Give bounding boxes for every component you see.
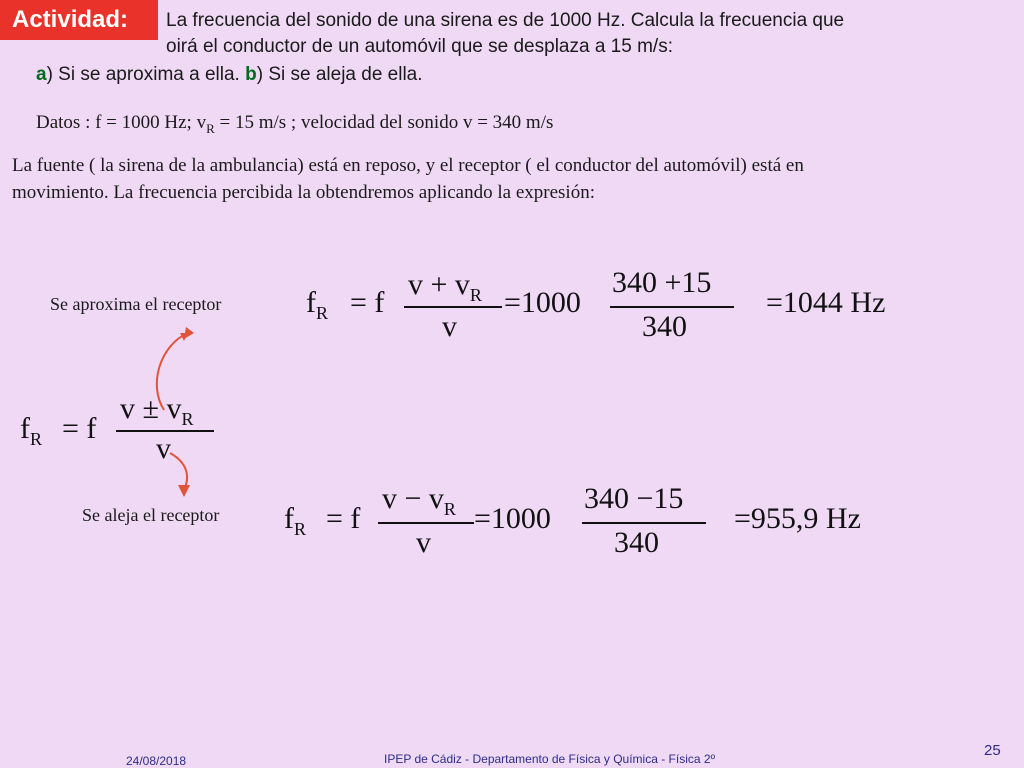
footer-institution: IPEP de Cádiz - Departamento de Física y Química - Física 2º [384,752,715,766]
problem-parts [36,62,423,88]
recede-den1: v [416,526,431,559]
arrow-down-icon [170,453,187,490]
recede-num2: 340 −15 [584,482,684,515]
approach-eq1: = f [350,286,385,319]
arrow-up-icon [157,333,188,410]
activity-badge: Actividad: [0,0,158,40]
recede-num1: $v - v_R$ [382,482,456,519]
approach-num1: $v + v_R$ [408,268,482,305]
recede-result: =955,9 Hz [734,502,861,535]
footer-date: 24/08/2018 [126,754,187,768]
approach-den2: 340 [642,310,687,343]
explanation-line-2: movimiento. La frecuencia percibida la obtendremos aplicando la expresión: [12,182,595,203]
recede-lhs: $f_R$ [284,502,307,539]
approach-lhs: $f_R$ [306,286,329,323]
page-number: 25 [984,742,1001,759]
statement-line-1: La frecuencia del sonido de una sirena es de 1000 Hz. Calcula la frecuencia que [166,10,845,31]
recede-eq2: =1000 [474,502,551,535]
arrows-graphic [140,325,220,500]
part-a-label: a [36,64,47,85]
general-lhs: $f_R$ [20,412,43,449]
given-data-prefix: Datos : f = 1000 Hz; v [36,112,207,133]
explanation-paragraph [12,152,1012,206]
approach-frac2-line [610,306,734,308]
general-den: v [156,432,171,465]
recede-formula [284,478,944,558]
given-data-suffix: = 15 m/s ; velocidad del sonido v = 340 m/s [214,112,554,133]
part-b-label: b [245,64,257,85]
statement-line-2: oirá el conductor de un automóvil que se desplaza a 15 m/s: [166,36,673,57]
recede-eq1: = f [326,502,361,535]
approach-label: Se aproxima el receptor [50,294,222,314]
given-data-sub: R [206,120,215,136]
given-data [36,112,553,137]
approach-eq2: =1000 [504,286,581,319]
approach-num2: 340 +15 [612,266,712,299]
recede-den2: 340 [614,526,659,559]
part-b-text: ) Si se aleja de ella. [256,64,423,85]
part-a-text: ) Si se aproxima a ella. [46,64,246,85]
general-eq: = f [62,412,97,445]
problem-statement [166,8,1006,60]
general-num: $v \pm v_R$ [120,392,194,429]
explanation-line-1: La fuente ( la sirena de la ambulancia) está en reposo, y el receptor ( el conductor del automóvil) está en [12,155,804,176]
recede-frac1-line [378,522,474,524]
approach-result: =1044 Hz [766,286,886,319]
approach-den1: v [442,310,457,343]
recede-frac2-line [582,522,706,524]
approach-frac1-line [404,306,502,308]
recede-label: Se aleja el receptor [82,505,220,525]
approach-formula [306,262,946,342]
